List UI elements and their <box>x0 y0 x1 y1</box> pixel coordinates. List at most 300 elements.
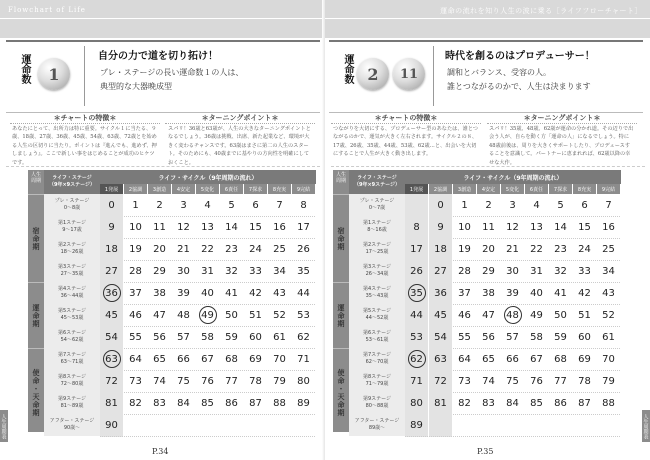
number-ball <box>357 58 389 90</box>
age-value: 9 <box>108 221 115 233</box>
age-cell <box>292 304 315 327</box>
age-cell <box>292 326 315 349</box>
age-value: 24 <box>578 243 591 255</box>
age-value: 24 <box>249 243 262 255</box>
cycle-column-header: 1発展 <box>100 184 123 194</box>
age-cell <box>597 194 620 217</box>
age-cell <box>244 348 267 371</box>
age-cell <box>148 194 171 217</box>
age-cell <box>597 260 620 283</box>
age-cell <box>220 414 243 437</box>
age-cell <box>549 216 572 239</box>
age-value: 58 <box>530 331 543 343</box>
cycle-column-header: 9完結 <box>597 184 620 194</box>
age-value: 47 <box>482 309 495 321</box>
age-value: 72 <box>434 375 447 387</box>
stage-name: 第2ステージ <box>58 242 86 248</box>
age-value: 31 <box>530 265 543 277</box>
stage-name: 第8ステージ <box>363 374 391 380</box>
age-value: 76 <box>530 375 543 387</box>
age-cell <box>429 414 452 437</box>
stage-ages: 35〜43歳 <box>365 293 389 299</box>
age-cell <box>244 282 267 305</box>
age-cell <box>292 414 315 437</box>
stage-name: 第2ステージ <box>363 242 391 248</box>
age-cell <box>597 370 620 393</box>
age-cell <box>477 304 500 327</box>
age-cell <box>148 304 171 327</box>
stage-label <box>44 348 100 371</box>
stage-ages: 81〜89歳 <box>60 403 84 409</box>
age-cell <box>405 282 428 305</box>
age-value: 18 <box>434 243 447 255</box>
period-group: 使命・天命期 <box>28 348 44 437</box>
age-value: 21 <box>506 243 519 255</box>
age-cell <box>172 348 195 371</box>
age-value: 81 <box>434 397 447 409</box>
age-value: 85 <box>201 397 214 409</box>
age-value: 68 <box>225 353 238 365</box>
age-value: 39 <box>177 287 190 299</box>
age-value: 2 <box>156 199 163 211</box>
age-value: 89 <box>410 419 423 431</box>
age-value: 48 <box>504 306 522 324</box>
age-cell <box>429 326 452 349</box>
age-cell <box>453 326 476 349</box>
age-value: 14 <box>554 221 567 233</box>
age-value: 43 <box>602 287 615 299</box>
age-cell <box>268 304 291 327</box>
age-cell <box>100 414 123 437</box>
stage-ages: 54〜62歳 <box>60 337 84 343</box>
age-cell <box>220 370 243 393</box>
age-cell <box>268 282 291 305</box>
stage-label <box>44 238 100 261</box>
age-value: 68 <box>554 353 567 365</box>
stage-ages: 18〜26歳 <box>60 249 84 255</box>
section-heading-features: ＊チャートの特徴＊ <box>10 113 160 124</box>
age-cell <box>501 370 524 393</box>
age-value: 71 <box>297 353 310 365</box>
age-cell <box>525 216 548 239</box>
age-cell <box>525 348 548 371</box>
age-cell <box>220 282 243 305</box>
age-cell <box>549 238 572 261</box>
age-cell <box>525 194 548 217</box>
age-value: 52 <box>602 309 615 321</box>
age-value: 58 <box>201 331 214 343</box>
age-cell <box>573 348 596 371</box>
age-value: 49 <box>530 309 543 321</box>
stage-label <box>349 282 405 305</box>
age-value: 33 <box>249 265 262 277</box>
number-1: 1 <box>48 64 60 84</box>
card-title: 時代を創るのはプロデューサー！ <box>445 51 595 62</box>
age-cell <box>292 348 315 371</box>
age-value: 84 <box>177 397 190 409</box>
age-cell <box>477 194 500 217</box>
stage-ages: 27〜35歳 <box>60 271 84 277</box>
age-cell <box>429 194 452 217</box>
age-cell <box>148 414 171 437</box>
age-cell <box>148 238 171 261</box>
age-cell <box>172 370 195 393</box>
age-cell <box>525 238 548 261</box>
age-cell <box>405 194 428 217</box>
running-head: 運命の流れを知り人生の波に乗る［ライフフローチャート］ <box>440 7 642 15</box>
age-cell <box>573 216 596 239</box>
stage-ages: 0〜7歳 <box>368 205 386 211</box>
number-11: 11 <box>399 66 419 82</box>
age-value: 19 <box>458 243 471 255</box>
age-cell <box>477 238 500 261</box>
side-tab[interactable]: 人生周期表 <box>0 410 8 442</box>
age-value: 65 <box>482 353 495 365</box>
age-value: 45 <box>434 309 447 321</box>
stage-label <box>44 216 100 239</box>
age-value: 62 <box>408 350 426 368</box>
age-value: 89 <box>297 397 310 409</box>
age-cell <box>172 260 195 283</box>
age-cell <box>196 326 219 349</box>
age-value: 8 <box>413 221 420 233</box>
age-value: 53 <box>410 331 423 343</box>
age-cell <box>148 260 171 283</box>
age-cell <box>124 194 147 217</box>
side-tab[interactable]: 人生周期表 <box>642 410 650 442</box>
cycle-column-header: 5変化 <box>196 184 219 194</box>
age-value: 37 <box>458 287 471 299</box>
card-desc <box>447 66 591 94</box>
age-value: 83 <box>153 397 166 409</box>
age-cell <box>405 216 428 239</box>
age-cell <box>501 304 524 327</box>
age-value: 19 <box>129 243 142 255</box>
age-cell <box>597 216 620 239</box>
age-value: 81 <box>105 397 118 409</box>
age-value: 29 <box>482 265 495 277</box>
stage-name: 第6ステージ <box>363 330 391 336</box>
age-cell <box>292 392 315 415</box>
stage-label <box>349 370 405 393</box>
stage-name: プレ・ステージ <box>359 198 395 204</box>
age-value: 54 <box>105 331 118 343</box>
section-heading-turning: ＊ターニングポイント＊ <box>487 113 637 124</box>
age-cell <box>172 304 195 327</box>
age-cell <box>453 392 476 415</box>
age-cell <box>148 370 171 393</box>
age-value: 44 <box>297 287 310 299</box>
age-cell <box>573 194 596 217</box>
age-cell <box>501 194 524 217</box>
stage-label <box>44 194 100 217</box>
cycle-column-header: 6責任 <box>525 184 548 194</box>
cycle-header: ライフ・サイクル（9年周期の流れ） <box>100 170 316 184</box>
stage-name: 第9ステージ <box>363 396 391 402</box>
age-value: 73 <box>129 375 142 387</box>
stage-name: プレ・ステージ <box>54 198 90 204</box>
age-cell <box>429 304 452 327</box>
age-value: 6 <box>581 199 588 211</box>
stage-name: 第3ステージ <box>363 264 391 270</box>
age-value: 86 <box>554 397 567 409</box>
page-number: P.35 <box>477 447 494 456</box>
age-cell <box>597 392 620 415</box>
cycle-column-header: 7探求 <box>549 184 572 194</box>
age-cell <box>405 414 428 437</box>
age-value: 78 <box>249 375 262 387</box>
age-cell <box>429 348 452 371</box>
age-value: 80 <box>297 375 310 387</box>
age-cell <box>268 194 291 217</box>
age-value: 50 <box>225 309 238 321</box>
stage-label <box>44 370 100 393</box>
age-value: 50 <box>554 309 567 321</box>
age-value: 21 <box>177 243 190 255</box>
age-cell <box>196 392 219 415</box>
age-value: 63 <box>103 350 121 368</box>
age-cell <box>597 304 620 327</box>
age-value: 13 <box>201 221 214 233</box>
cycle-column-header: 3創造 <box>453 184 476 194</box>
divider <box>433 46 434 106</box>
age-value: 56 <box>153 331 166 343</box>
age-cell <box>268 238 291 261</box>
age-cell <box>148 216 171 239</box>
age-value: 67 <box>530 353 543 365</box>
stage-ages: 9〜17歳 <box>62 227 82 233</box>
age-value: 16 <box>273 221 286 233</box>
age-value: 61 <box>273 331 286 343</box>
age-cell <box>453 304 476 327</box>
age-cell <box>220 348 243 371</box>
age-cell <box>429 392 452 415</box>
age-cell <box>220 194 243 217</box>
stage-name: 第5ステージ <box>363 308 391 314</box>
age-cell <box>477 282 500 305</box>
age-cell <box>405 392 428 415</box>
age-cell <box>196 194 219 217</box>
age-value: 57 <box>506 331 519 343</box>
age-cell <box>268 326 291 349</box>
age-value: 1 <box>461 199 468 211</box>
age-cell <box>405 326 428 349</box>
age-cell <box>549 348 572 371</box>
age-cell <box>172 392 195 415</box>
turning-text: スパリ！35歳、48歳、62歳が運命の分かれ道。その辺りで出会う人が、自らを動く方「運命の人」になるでしょう。特に48歳前後は、周りを大きくサポートしたり、プロデュースすることを意識して。パートナーに恵まれれば、62歳以降の幸せな大作。 <box>489 126 634 165</box>
stage-label <box>44 304 100 327</box>
age-value: 28 <box>458 265 471 277</box>
age-value: 35 <box>297 265 310 277</box>
age-value: 57 <box>177 331 190 343</box>
age-value: 35 <box>408 284 426 302</box>
age-value: 46 <box>458 309 471 321</box>
age-cell <box>100 348 123 371</box>
card-desc <box>100 66 243 94</box>
age-value: 59 <box>225 331 238 343</box>
age-cell <box>405 260 428 283</box>
age-value: 72 <box>105 375 118 387</box>
age-value: 56 <box>482 331 495 343</box>
age-cell <box>477 348 500 371</box>
age-cell <box>244 370 267 393</box>
age-cell <box>220 216 243 239</box>
stage-ages: 8〜16歳 <box>367 227 387 233</box>
stage-ages: 63〜71歳 <box>60 359 84 365</box>
age-value: 43 <box>273 287 286 299</box>
age-value: 65 <box>153 353 166 365</box>
stage-name: 第7ステージ <box>363 352 391 358</box>
age-cell <box>429 370 452 393</box>
stage-label <box>349 392 405 415</box>
age-value: 77 <box>225 375 238 387</box>
age-value: 13 <box>530 221 543 233</box>
age-cell <box>292 282 315 305</box>
age-value: 78 <box>578 375 591 387</box>
age-value: 79 <box>273 375 286 387</box>
stage-label <box>349 304 405 327</box>
age-cell <box>220 238 243 261</box>
age-cell <box>477 216 500 239</box>
age-value: 85 <box>530 397 543 409</box>
age-cell <box>220 304 243 327</box>
stage-ages: 62〜70歳 <box>365 359 389 365</box>
age-cell <box>268 392 291 415</box>
cycle-column-header: 2協調 <box>429 184 452 194</box>
age-cell <box>405 348 428 371</box>
period-group: 運命期 <box>28 282 44 349</box>
age-value: 61 <box>602 331 615 343</box>
age-cell <box>148 326 171 349</box>
stage-label <box>349 414 405 437</box>
stage-label <box>44 282 100 305</box>
age-cell <box>429 238 452 261</box>
stage-label <box>349 238 405 261</box>
age-value: 2 <box>485 199 492 211</box>
age-cell <box>525 370 548 393</box>
age-value: 84 <box>506 397 519 409</box>
age-value: 4 <box>533 199 540 211</box>
age-cell <box>220 260 243 283</box>
age-cell <box>501 348 524 371</box>
stage-name: 第7ステージ <box>58 352 86 358</box>
age-cell <box>196 238 219 261</box>
age-value: 18 <box>105 243 118 255</box>
age-cell <box>573 392 596 415</box>
age-cell <box>196 282 219 305</box>
age-value: 4 <box>204 199 211 211</box>
age-cell <box>172 216 195 239</box>
stage-label <box>349 326 405 349</box>
cycle-column-header: 1発展 <box>405 184 428 194</box>
cycle-column-header: 7探求 <box>244 184 267 194</box>
age-value: 40 <box>201 287 214 299</box>
age-value: 25 <box>602 243 615 255</box>
age-cell <box>597 414 620 437</box>
age-cell <box>148 392 171 415</box>
ki-header: 人生 周期 <box>335 172 346 184</box>
age-cell <box>100 238 123 261</box>
age-cell <box>124 304 147 327</box>
cycle-column-header: 9完結 <box>292 184 315 194</box>
age-value: 30 <box>177 265 190 277</box>
age-value: 25 <box>273 243 286 255</box>
age-value: 66 <box>177 353 190 365</box>
age-value: 77 <box>554 375 567 387</box>
age-cell <box>268 414 291 437</box>
age-cell <box>172 326 195 349</box>
age-cell <box>196 414 219 437</box>
age-value: 55 <box>129 331 142 343</box>
age-value: 11 <box>482 221 495 233</box>
age-value: 1 <box>132 199 139 211</box>
age-value: 41 <box>225 287 238 299</box>
age-value: 30 <box>506 265 519 277</box>
stage-ages: 44〜52歳 <box>365 315 389 321</box>
age-value: 70 <box>602 353 615 365</box>
age-cell <box>172 282 195 305</box>
age-value: 31 <box>201 265 214 277</box>
age-value: 7 <box>276 199 283 211</box>
stage-name: 第9ステージ <box>58 396 86 402</box>
age-cell <box>292 216 315 239</box>
age-value: 54 <box>434 331 447 343</box>
age-value: 53 <box>297 309 310 321</box>
age-value: 63 <box>434 353 447 365</box>
age-cell <box>244 414 267 437</box>
age-value: 75 <box>506 375 519 387</box>
cycle-column-header: 4安定 <box>172 184 195 194</box>
age-value: 22 <box>530 243 543 255</box>
age-cell <box>124 414 147 437</box>
right-page <box>325 0 650 460</box>
card-desc-line: 典型的な大器晩成型 <box>100 82 172 91</box>
age-value: 34 <box>273 265 286 277</box>
age-cell <box>244 304 267 327</box>
age-value: 5 <box>557 199 564 211</box>
age-value: 29 <box>153 265 166 277</box>
period-group: 使命・天命期 <box>333 348 349 437</box>
age-cell <box>148 282 171 305</box>
card-desc-line: 調和とバランス、受容の人。 <box>447 68 551 77</box>
age-value: 12 <box>506 221 519 233</box>
age-cell <box>549 304 572 327</box>
stage-name: 第1ステージ <box>58 220 86 226</box>
stage-ages: 72〜80歳 <box>60 381 84 387</box>
age-cell <box>244 260 267 283</box>
age-cell <box>477 414 500 437</box>
age-cell <box>501 414 524 437</box>
age-value: 37 <box>129 287 142 299</box>
age-value: 42 <box>249 287 262 299</box>
age-value: 10 <box>129 221 142 233</box>
age-cell <box>124 370 147 393</box>
age-cell <box>525 304 548 327</box>
age-cell <box>573 370 596 393</box>
card-desc-line: 誰とつながるのかで、人生は決まります <box>447 82 591 91</box>
number-ball <box>393 58 425 90</box>
stage-name: アフター・ステージ <box>49 418 95 424</box>
age-cell <box>477 326 500 349</box>
stage-label <box>44 414 100 437</box>
age-value: 9 <box>437 221 444 233</box>
age-value: 15 <box>249 221 262 233</box>
age-cell <box>549 414 572 437</box>
age-value: 47 <box>153 309 166 321</box>
stage-name: アフター・ステージ <box>354 418 400 424</box>
age-cell <box>453 282 476 305</box>
unmei-label: 運命数 <box>19 54 30 84</box>
